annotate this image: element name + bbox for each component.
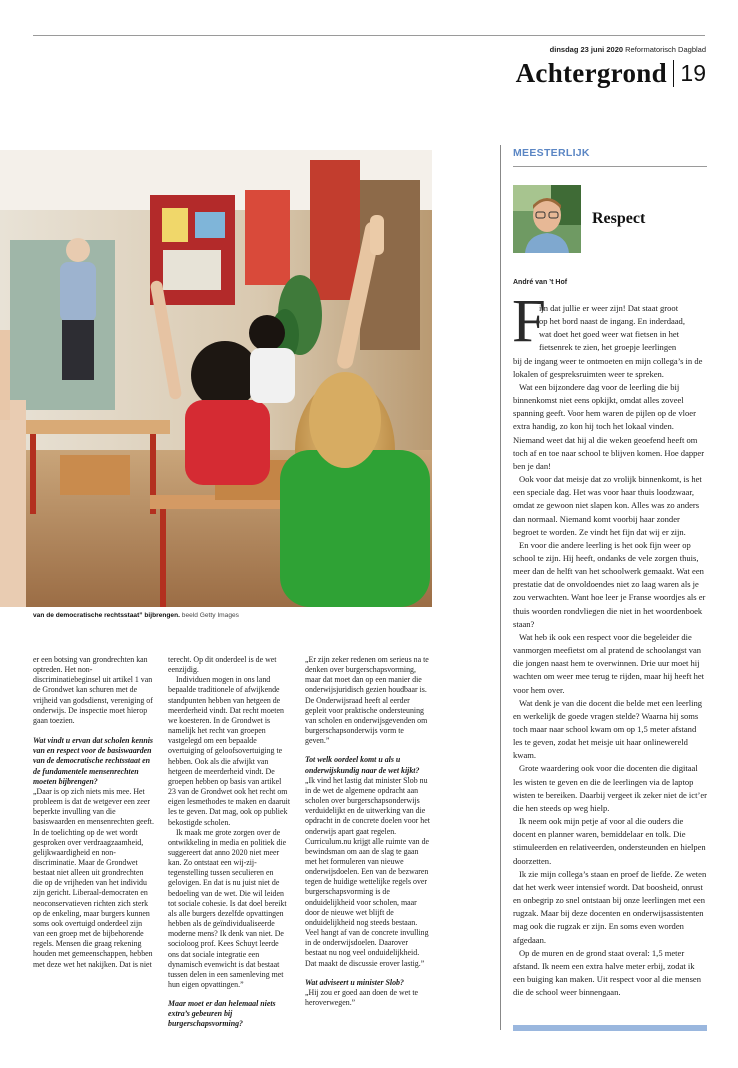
article-paragraph: „Daar is op zich niets mis mee. Het probleem is dat de wetgever een zeer beperkte invulling van die basiswaarden en mensenrechten geeft. In de toelichting op de wet wordt gesproken over verdraagzaamheid, gelijkwaardigheid en non-discriminatie. Maar de Grondwet bestaat niet alleen uit grondrechten die op de vrijheden van het individu zijn gericht. Liberaal-democraten en neoconservatieven richten zich sterk op de enkeling, maar burgers kunnen soms ook overtuigd onderdeel zijn van een groep met de bijbehorende regels. Mensen die graag rekening houden met gemeenschappen, hebben met deze wet het nakijken. Dat is niet bbox=[33, 786, 154, 969]
author-avatar bbox=[513, 185, 581, 253]
column-paragraph: Ik neem ook mijn petje af voor al die ouders die docent en planner waren, bemiddelaar en tolk. Die stimuleerden en relativeerden, ondersteunden en hielpen doorzetten. bbox=[513, 816, 706, 866]
column-lead-line: wat doet het goed weer wat fietsen in het bbox=[539, 329, 680, 340]
column-title: Respect bbox=[592, 210, 646, 227]
page-number: 19 bbox=[680, 60, 706, 86]
article-paragraph: er een botsing van grondrechten kan optreden. Het non-discriminatiebeginsel uit artikel 1 van de Grondwet kan schuren met de vrijheid van godsdienst, vereniging of onderwijs. De inspectie moet hierop gaan toezien. bbox=[33, 655, 153, 725]
article-paragraph: Individuen mogen in ons land bepaalde traditionele of afwijkende standpunten hebben van hetgeen de meerderheid vindt. Dat recht moeten we koesteren. In de Grondwet is namelijk het recht van groepen vastgelegd om een bepaalde overtuiging of geloofsovertuiging te hebben. Ook als die afwijkt van hetgeen de meerderheid vindt. De groepen hebben op basis van artikel 23 van de Grondwet ook het recht om eigen lesmethodes te maken en daaruit les te geven. Dat mag, ook op publiek bekostigde scholen. bbox=[168, 675, 291, 827]
issue-date: dinsdag 23 juni 2020 bbox=[549, 45, 624, 54]
article-column-2 bbox=[168, 655, 291, 1040]
section-title: Achtergrond bbox=[515, 58, 667, 88]
photo-caption bbox=[33, 612, 433, 619]
column-paragraph: Wat heb ik ook een respect voor die begeleider die vanmorgen meefietst om al pratend de schoolangst van die jongen naast hem te overwinnen. Drie uur moet hij wachten om weer mee terug te rijden, maar hij heeft het voor hem over. bbox=[513, 631, 705, 695]
column-paragraph: Wat denk je van die docent die belde met een leerling en werkelijk de goede vragen stelde? Waarna hij soms toch maar naar school kwam om op 1,5 meter afstand les te geven, zodat het meisje uit haar onlinewereld kwam. bbox=[513, 697, 702, 761]
column-label-rule bbox=[513, 166, 707, 167]
newspaper-name: Reformatorisch Dagblad bbox=[625, 45, 706, 54]
classroom-illustration bbox=[0, 150, 432, 607]
photo-credit: beeld Getty Images bbox=[181, 612, 239, 619]
section-separator bbox=[673, 60, 675, 87]
column-paragraph: Grote waardering ook voor die docenten die digitaal les wisten te geven en die de leerlingen via de laptop wisten te bereiken. Daarbij vergeet ik zeker niet de ict’er die hen steeds op weg hielp. bbox=[513, 763, 707, 813]
interview-question: Wat vindt u ervan dat scholen kennis van en respect voor de basiswaarden van de democratische rechtsstaat en de fundamentele mensenrechten moeten bijbrengen? bbox=[33, 736, 153, 786]
column-paragraph: bij de ingang weer te ontmoeten en mijn collega’s in de lokalen of gespreksruimten weer te spreken. bbox=[513, 355, 703, 379]
section-header bbox=[516, 58, 706, 89]
interview-question: Tot welk oordeel komt u als u onderwijskundig naar de wet kijkt? bbox=[305, 755, 420, 775]
column-lead-line: fietsenrek te zien, het groepje leerlingen bbox=[539, 342, 677, 353]
column-lead-line: ijn dat jullie er weer zijn! Dat staat groot bbox=[539, 303, 679, 313]
column-byline: André van ’t Hof bbox=[513, 279, 568, 286]
drop-cap: F bbox=[512, 288, 546, 355]
classroom-photo bbox=[0, 150, 432, 607]
article-column-3 bbox=[305, 655, 430, 1040]
column-lead-line: op het bord naast de ingang. En inderdaad, bbox=[539, 316, 685, 327]
interview-question: Wat adviseert u minister Slob? bbox=[305, 977, 404, 987]
column-paragraph: Op de muren en de grond staat overal: 1,5 meter afstand. Ik neem een extra halve meter erbij, zodat ik een buiging kan maken. Uit respect voor al die mensen die de school weer binnengaan. bbox=[513, 947, 701, 998]
column-bottom-bar bbox=[513, 1025, 707, 1031]
article-column-1 bbox=[33, 655, 155, 1040]
column-paragraph: En voor die andere leerling is het ook fijn weer op school te zijn. Hij heeft, ondanks de vele zorgen thuis, meer dan de helft van het schoolwerk gemaakt. Wat een prestatie dat de onvoldoendes niet zo laag waren als je zou verwachten. Want hoe leer je Franse woordjes als er thuis woorden rondvliegen die niet in het woordenboek staan? bbox=[513, 539, 706, 629]
column-label: MEESTERLIJK bbox=[513, 147, 590, 159]
author-portrait bbox=[513, 185, 581, 253]
column-divider bbox=[500, 145, 501, 1030]
caption-text: van de democratische rechtsstaat” bijbrengen. bbox=[33, 612, 180, 619]
top-rule bbox=[33, 35, 705, 36]
article-paragraph: „Er zijn zeker redenen om serieus na te denken over burgerschapsvorming, maar dat moet dan op een manier die onderwijsjuridisch gezien houdbaar is. De Onderwijsraad heeft al eerder gepleit voor praktische ondersteuning van scholen en onderwijsgevenden om burgerschapsonderwijs vorm te geven.” bbox=[305, 655, 429, 746]
column-paragraph: Ook voor dat meisje dat zo vrolijk binnenkomt, is het een speciale dag. Het was voor haar thuis loodzwaar, omdat ze gewoon niet slapen kon. Alles was zo anders dan normaal. Niemand komt voorbij haar zonder begroet te worden. Ze vindt het fijn dat wij er zijn. bbox=[513, 474, 702, 537]
article-paragraph: terecht. Op dit onderdeel is de wet eenzijdig. bbox=[168, 655, 277, 675]
article-paragraph: Ik maak me grote zorgen over de ontwikkeling in media en politiek die suggereert dat anno 2020 niet meer kan. Zo ontstaat een wij-zij-tegenstelling tussen seculieren en gelovigen. En dat is nu juist niet de bedoeling van de wet. Die wil leiden tot sociale cohesie. Is dat doel bereikt als alle burgers dezelfde opvattingen hebben als de geïndividualiseerde moderne mens? Ik denk van niet. De socioloog prof. Kees Schuyt leerde ons dat sociale integratie een dynamisch evenwicht is dat bestaat tussen delen in een samenleving met hun eigen opvattingen.” bbox=[168, 827, 287, 989]
interview-question: Maar moet er dan helemaal niets extra’s gebeuren bij burgerschapsvorming? bbox=[168, 999, 276, 1029]
column-paragraph: Wat een bijzondere dag voor de leerling die bij binnenkomst niet eens opkijkt, omdat alles zoveel spanning geeft. Voor hem waren de pijlen op de vloer extra handig, zo kon hij toch het lokaal vinden. Niemand weet dat hij al die weken geoefend heeft om toch af en toe naar school te blijven komen. Hoe dapper ben je dan! bbox=[513, 381, 705, 471]
article-paragraph: „Ik vind het lastig dat minister Slob nu in de wet de algemene opdracht aan scholen over burgerschapsonderwijs verduidelijkt en de uitwerking van die opdracht in de concrete doelen voor het onderwijs apart gaat regelen. Curriculum.nu krijgt alle ruimte van de bewindsman om aan de slag te gaan met het formuleren van nieuwe onderwijsdoelen. Een van de bezwaren tegen de huidige wettelijke regels over burgerschapsvorming is de onduidelijkheid voor scholen, maar door de nieuwe wet blijft de onduidelijkheid nog steeds bestaan. Veel hangt af van de concrete invulling in de onderwijsdoelen. Daarover bestaat nu nog veel onduidelijkheid. Dat maakt de discussie erover lastig.” bbox=[305, 775, 430, 968]
dateline bbox=[550, 45, 706, 54]
column-paragraph: Ik zie mijn collega’s staan en proef de liefde. Ze weten dat het werk weer intensief wordt. Dat boosheid, onrust en onbegrip zo snel ontstaan bij onze leerlingen met een rugzak. Maar bij deze docenten en onderwijsassistenten mag ook die rugzak er zijn. En soms even worden afgedaan. bbox=[513, 868, 707, 945]
column-body bbox=[513, 302, 707, 998]
article-paragraph: „Hij zou er goed aan doen de wet te heroverwegen.” bbox=[305, 987, 419, 1007]
